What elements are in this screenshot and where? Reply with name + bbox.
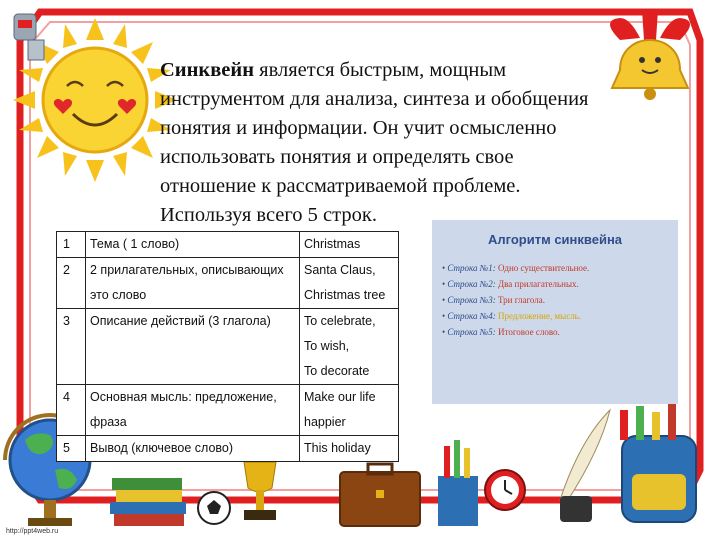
algorithm-item xyxy=(442,308,589,324)
soccer-ball-icon xyxy=(198,492,230,524)
description-line: Описание действий (3 глагола) xyxy=(90,314,271,328)
books-icon xyxy=(110,478,186,526)
footer-url[interactable]: http://ppt4web.ru xyxy=(6,528,59,535)
description-line: Вывод (ключевое слово) xyxy=(90,441,234,455)
intro-line-6: Используя всего 5 строк. xyxy=(160,204,377,226)
algorithm-title: Алгоритм синквейна xyxy=(487,232,623,247)
row-number: 4 xyxy=(57,385,86,436)
algorithm-item xyxy=(442,324,589,340)
intro-line-3: понятия и информации. Он учит осмысленно xyxy=(160,117,557,139)
intro-line-1 xyxy=(160,56,680,85)
table-row xyxy=(57,436,399,462)
description-line: это слово xyxy=(90,288,147,302)
intro-paragraph xyxy=(160,56,680,230)
term-synquain: Синквейн xyxy=(160,59,255,81)
row-example xyxy=(300,385,399,436)
synquain-table xyxy=(56,231,399,462)
algorithm-item xyxy=(442,292,589,308)
row-description xyxy=(86,436,300,462)
example-line: To celebrate, xyxy=(304,314,376,328)
algorithm-item-label: Строка №3: xyxy=(447,295,496,305)
bullet-icon: • xyxy=(442,263,448,273)
intro-line-4: использовать понятия и определять свое xyxy=(160,146,514,168)
description-line: фраза xyxy=(90,415,127,429)
briefcase-icon xyxy=(340,464,420,526)
algorithm-item xyxy=(442,260,589,276)
algorithm-item-value: Предложение, мысль. xyxy=(498,311,582,321)
row-description xyxy=(86,385,300,436)
synquain-table-body xyxy=(57,232,399,462)
example-line: Santa Claus, xyxy=(304,263,376,277)
algorithm-item-label: Строка №5: xyxy=(447,327,496,337)
algorithm-item-value: Два прилагательных. xyxy=(498,279,579,289)
algorithm-item-label: Строка №2: xyxy=(447,279,496,289)
algorithm-item-label: Строка №4: xyxy=(447,311,496,321)
bullet-icon: • xyxy=(442,295,448,305)
example-line: happier xyxy=(304,415,346,429)
clock-icon xyxy=(485,470,525,510)
algorithm-item-value: Одно существительное. xyxy=(498,263,590,273)
row-example xyxy=(300,232,399,258)
algorithm-item xyxy=(442,276,589,292)
description-line: Тема ( 1 слово) xyxy=(90,237,180,251)
backpack-icon xyxy=(620,404,696,522)
row-description xyxy=(86,232,300,258)
row-number: 2 xyxy=(57,258,86,309)
algorithm-list xyxy=(442,260,589,340)
row-example xyxy=(300,436,399,462)
row-number: 5 xyxy=(57,436,86,462)
algorithm-item-value: Три глагола. xyxy=(498,295,546,305)
description-line: 2 прилагательных, описывающих xyxy=(90,263,284,277)
row-description xyxy=(86,258,300,309)
table-row xyxy=(57,258,399,309)
row-number: 1 xyxy=(57,232,86,258)
example-line: Make our life xyxy=(304,390,376,404)
example-line: To wish, xyxy=(304,339,350,353)
description-line: Основная мысль: предложение, xyxy=(90,390,277,404)
quill-icon xyxy=(560,410,610,522)
row-description xyxy=(86,309,300,385)
table-row xyxy=(57,385,399,436)
example-line: Christmas xyxy=(304,237,361,251)
algorithm-item-label: Строка №1: xyxy=(447,263,496,273)
example-line: Christmas tree xyxy=(304,288,386,302)
row-number: 3 xyxy=(57,309,86,385)
algorithm-box xyxy=(432,220,678,404)
example-line: To decorate xyxy=(304,364,370,378)
bullet-icon: • xyxy=(442,279,448,289)
algorithm-item-value: Итоговое слово. xyxy=(498,327,560,337)
intro-line-1-rest: является быстрым, мощным xyxy=(254,59,507,81)
example-line: This holiday xyxy=(304,441,371,455)
intro-line-2: инструментом для анализа, синтеза и обобщения xyxy=(160,88,589,110)
table-row xyxy=(57,232,399,258)
intro-line-5: отношение к рассматриваемой проблеме. xyxy=(160,175,521,197)
pencil-cup-icon xyxy=(438,440,478,526)
bullet-icon: • xyxy=(442,327,448,337)
row-example xyxy=(300,309,399,385)
table-row xyxy=(57,309,399,385)
bullet-icon: • xyxy=(442,311,448,321)
row-example xyxy=(300,258,399,309)
